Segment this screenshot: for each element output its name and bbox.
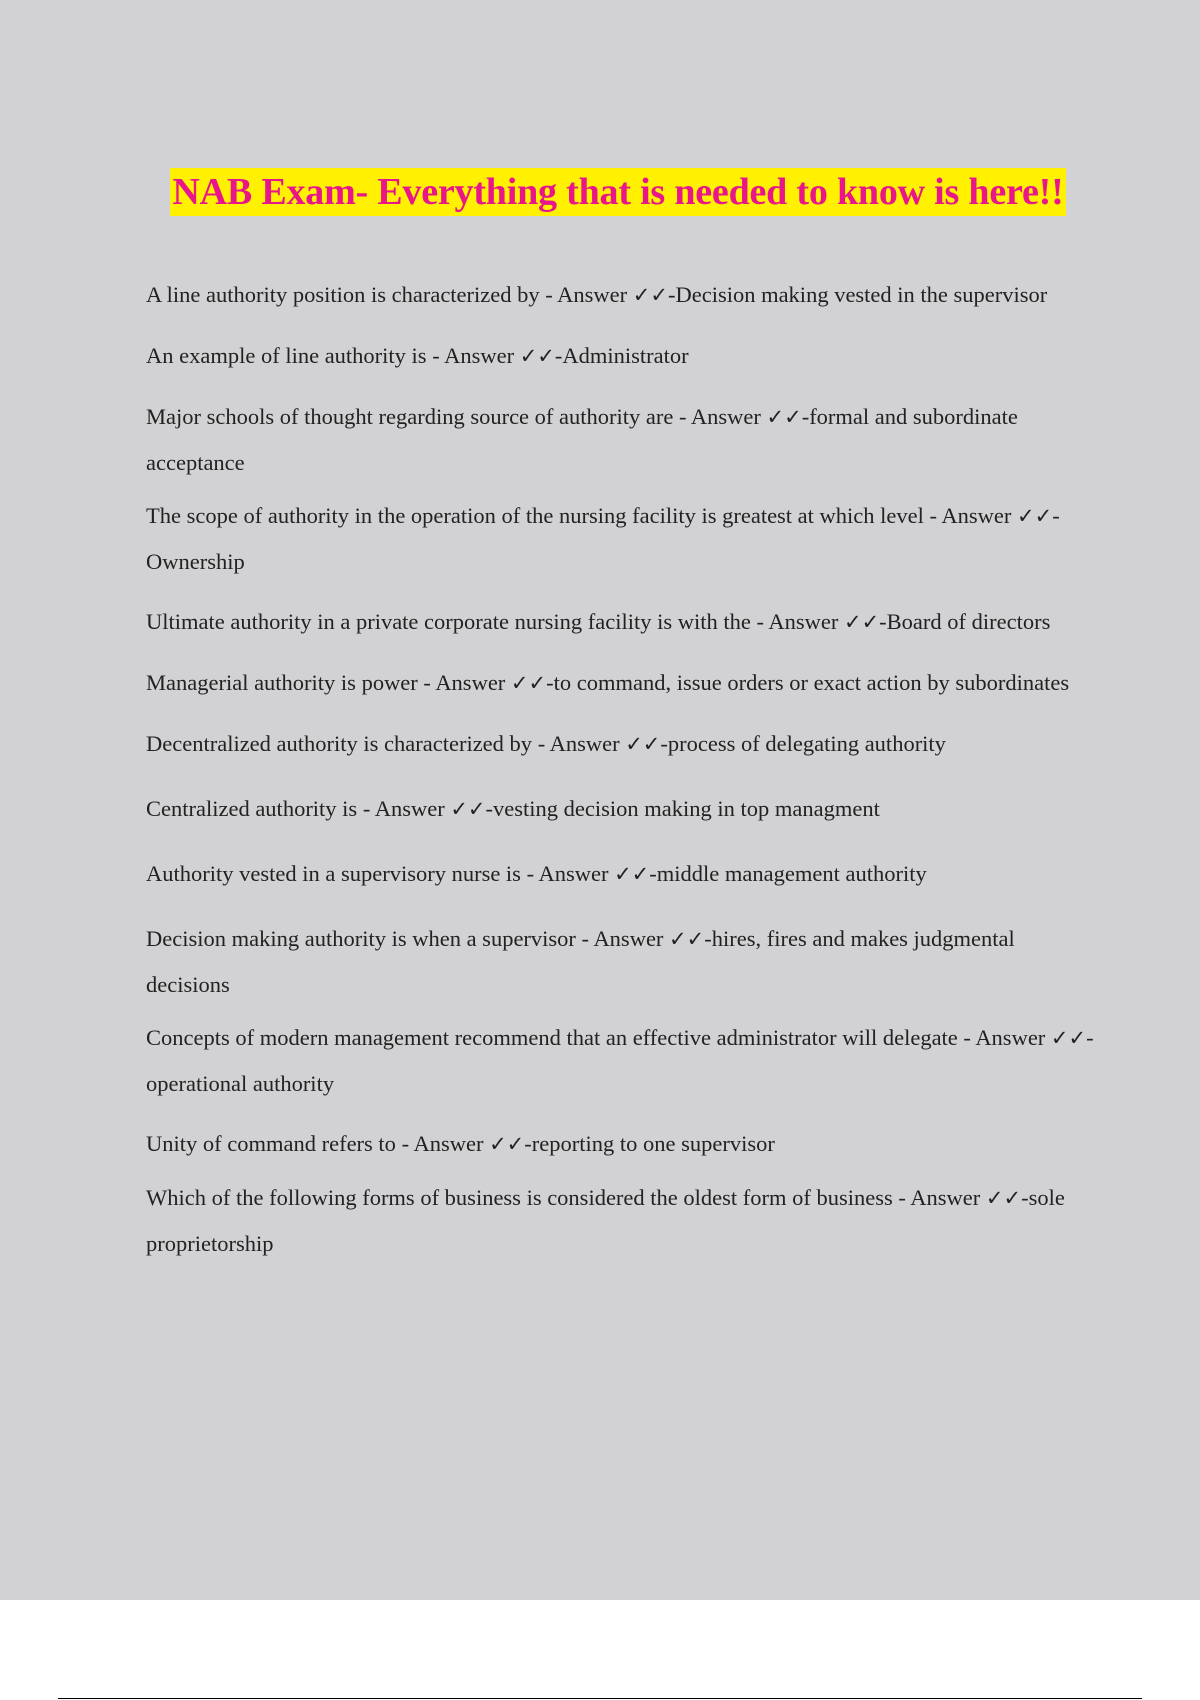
qa-item: Ultimate authority in a private corporate nursing facility is with the - Answer ✓✓-Board of directors bbox=[146, 609, 1051, 634]
double-check-icon: ✓✓ bbox=[450, 797, 486, 821]
qa-item: The scope of authority in the operation of the nursing facility is greatest at which level - Answer ✓✓-Ownership bbox=[146, 503, 1060, 574]
footer-divider bbox=[58, 1698, 1142, 1699]
answer-text: Administrator bbox=[562, 343, 689, 368]
document-title: NAB Exam- Everything that is needed to know is here!! bbox=[170, 168, 1065, 216]
question-text: Authority vested in a supervisory nurse is bbox=[146, 861, 521, 886]
question-text: Managerial authority is power bbox=[146, 670, 418, 695]
question-text: Decision making authority is when a supervisor bbox=[146, 926, 576, 951]
answer-label: Answer bbox=[975, 1025, 1046, 1050]
answer-label: Answer bbox=[690, 404, 761, 429]
answer-label: Answer bbox=[374, 796, 445, 821]
qa-item: Decision making authority is when a supervisor - Answer ✓✓-hires, fires and makes judgmental decisions bbox=[146, 926, 1015, 997]
qa-item: A line authority position is characterized by - Answer ✓✓-Decision making vested in the supervisor bbox=[146, 282, 1048, 307]
double-check-icon: ✓✓ bbox=[1050, 1026, 1087, 1050]
double-check-icon: ✓✓ bbox=[632, 283, 668, 307]
double-check-icon: ✓✓ bbox=[510, 671, 547, 695]
answer-text: to command, issue orders or exact action by subordinates bbox=[553, 670, 1070, 695]
answer-label: Answer bbox=[941, 503, 1012, 528]
answer-text: process of delegating authority bbox=[667, 731, 946, 756]
question-text: Ultimate authority in a private corporate nursing facility is with the bbox=[146, 609, 751, 634]
answer-text: hires, fires and makes judgmental decisions bbox=[146, 926, 1015, 997]
double-check-icon: ✓✓ bbox=[766, 405, 802, 429]
answer-label: Answer bbox=[549, 731, 620, 756]
question-text: Centralized authority is bbox=[146, 796, 358, 821]
answer-label: Answer bbox=[593, 926, 664, 951]
qa-list bbox=[146, 272, 1096, 1266]
question-text: Unity of command refers to bbox=[146, 1131, 396, 1156]
double-check-icon: ✓✓ bbox=[1017, 504, 1053, 528]
question-text: Concepts of modern management recommend that an effective administrator will delegate bbox=[146, 1025, 958, 1050]
question-text: Which of the following forms of business is considered the oldest form of business bbox=[146, 1185, 893, 1210]
answer-text: Decision making vested in the supervisor bbox=[675, 282, 1048, 307]
answer-label: Answer bbox=[768, 609, 839, 634]
qa-item: An example of line authority is - Answer ✓✓-Administrator bbox=[146, 343, 689, 368]
answer-label: Answer bbox=[435, 670, 506, 695]
double-check-icon: ✓✓ bbox=[614, 862, 650, 886]
answer-text: Board of directors bbox=[886, 609, 1051, 634]
question-text: An example of line authority is bbox=[146, 343, 427, 368]
answer-text: Ownership bbox=[146, 549, 245, 574]
qa-item: Unity of command refers to - Answer ✓✓-reporting to one supervisor bbox=[146, 1131, 775, 1156]
double-check-icon: ✓✓ bbox=[519, 344, 555, 368]
qa-item: Decentralized authority is characterized by - Answer ✓✓-process of delegating authority bbox=[146, 731, 946, 756]
answer-text: middle management authority bbox=[656, 861, 927, 886]
question-text: Major schools of thought regarding source of authority are bbox=[146, 404, 674, 429]
qa-item: Authority vested in a supervisory nurse is - Answer ✓✓-middle management authority bbox=[146, 861, 927, 886]
answer-text: vesting decision making in top managment bbox=[493, 796, 880, 821]
answer-label: Answer bbox=[557, 282, 628, 307]
answer-label: Answer bbox=[538, 861, 609, 886]
title-container bbox=[0, 168, 1200, 216]
answer-text: formal and subordinate acceptance bbox=[146, 404, 1018, 475]
double-check-icon: ✓✓ bbox=[843, 610, 880, 634]
question-text: Decentralized authority is characterized by bbox=[146, 731, 533, 756]
answer-text: sole proprietorship bbox=[146, 1185, 1065, 1256]
answer-label: Answer bbox=[910, 1185, 981, 1210]
question-text: The scope of authority in the operation of the nursing facility is greatest at which level bbox=[146, 503, 924, 528]
double-check-icon: ✓✓ bbox=[669, 927, 705, 951]
answer-text: operational authority bbox=[146, 1071, 335, 1096]
qa-item: Managerial authority is power - Answer ✓✓-to command, issue orders or exact action by subordinates bbox=[146, 670, 1070, 695]
qa-item: Concepts of modern management recommend that an effective administrator will delegate - Answer ✓✓-operational authority bbox=[146, 1025, 1094, 1096]
double-check-icon: ✓✓ bbox=[625, 732, 661, 756]
qa-item: Centralized authority is - Answer ✓✓-vesting decision making in top managment bbox=[146, 796, 880, 821]
answer-text: reporting to one supervisor bbox=[531, 1131, 775, 1156]
answer-label: Answer bbox=[444, 343, 515, 368]
qa-item: Major schools of thought regarding source of authority are - Answer ✓✓-formal and subordinate acceptance bbox=[146, 404, 1018, 475]
qa-item: Which of the following forms of business is considered the oldest form of business - Answer ✓✓-sole proprietorship bbox=[146, 1185, 1065, 1256]
answer-label: Answer bbox=[413, 1131, 484, 1156]
question-text: A line authority position is characterized by bbox=[146, 282, 540, 307]
double-check-icon: ✓✓ bbox=[985, 1186, 1022, 1210]
double-check-icon: ✓✓ bbox=[489, 1132, 525, 1156]
